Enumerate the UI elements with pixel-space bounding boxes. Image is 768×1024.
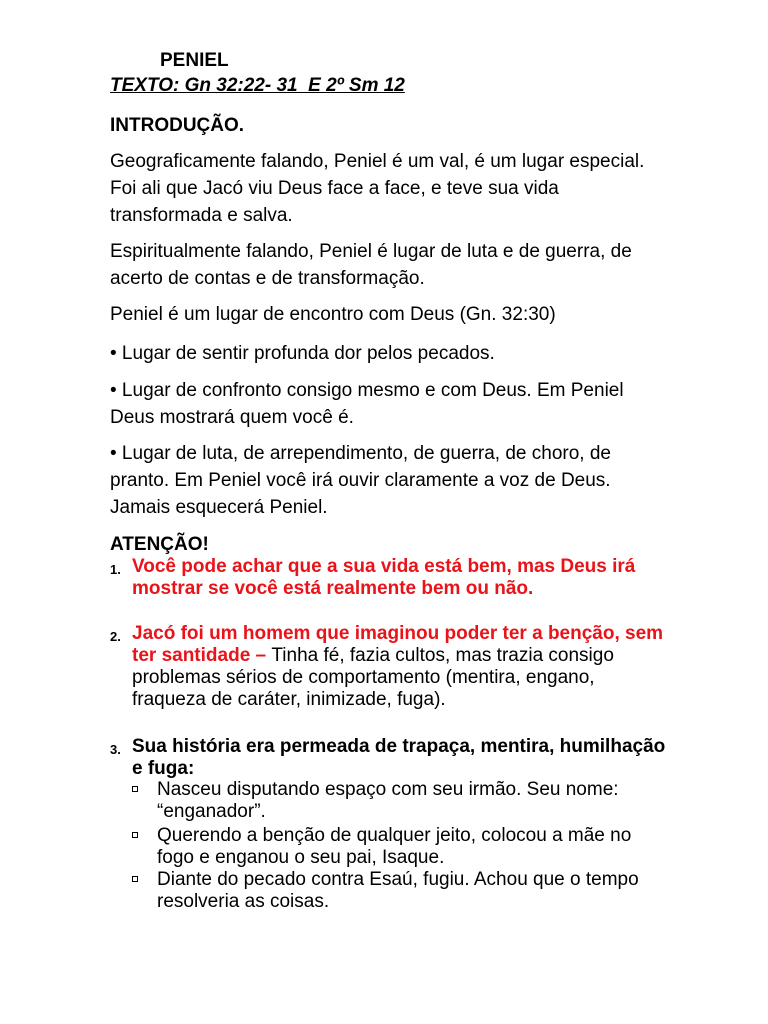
intro-heading: INTRODUÇÃO. [110, 115, 245, 136]
item-emphasis-text: Jacó foi um homem que imaginou poder ter a benção, sem ter santidade – [132, 623, 664, 666]
sub-item-text: Nasceu disputando espaço com seu irmão. Seu nome: “enganador”. [157, 779, 619, 822]
sub-item-blessing [132, 825, 672, 869]
paragraph-encounter: Peniel é um lugar de encontro com Deus (Gn. 32:30) [110, 304, 556, 325]
item-plain-text: Tinha fé, fazia cultos, mas trazia consigo problemas sérios de comportamento (mentira, engano, fraqueza de caráter, inimizade, fuga). [132, 645, 614, 710]
sub-item-text: Diante do pecado contra Esaú, fugiu. Achou que o tempo resolveria as coisas. [157, 869, 639, 912]
item-bold-text: Sua história era permeada de trapaça, mentira, humilhação e fuga: [132, 736, 666, 779]
numbered-item-2 [110, 623, 670, 711]
numbered-item-3 [110, 736, 670, 780]
paragraph-spiritual: Espiritualmente falando, Peniel é lugar de luta e de guerra, de acerto de contas e de transformação. [110, 241, 632, 289]
paragraph-geography: Geograficamente falando, Peniel é um val, é um lugar especial. Foi ali que Jacó viu Deus face a face, e teve sua vida transformada e salva. [110, 151, 645, 226]
item-number: 2. [110, 629, 121, 644]
bullet-paragraph-struggle: • Lugar de luta, de arrependimento, de guerra, de choro, de pranto. Em Peniel você irá ouvir claramente a voz de Deus. Jamais esquecerá Peniel. [110, 443, 611, 518]
item-number: 1. [110, 562, 121, 577]
document-title: PENIEL [160, 50, 229, 71]
square-bullet-icon [132, 786, 138, 792]
bullet-paragraph-pain: • Lugar de sentir profunda dor pelos pecados. [110, 343, 495, 364]
item-emphasis-text: Você pode achar que a sua vida está bem, mas Deus irá mostrar se você está realmente bem ou não. [132, 556, 636, 599]
bullet-paragraph-confrontation: • Lugar de confronto consigo mesmo e com Deus. Em Peniel Deus mostrará quem você é. [110, 380, 624, 428]
document-subtitle: TEXTO: Gn 32:22- 31 E 2º Sm 12 [110, 75, 405, 96]
square-bullet-icon [132, 876, 138, 882]
sub-item-text: Querendo a benção de qualquer jeito, colocou a mãe no fogo e enganou o seu pai, Isaque. [157, 825, 632, 868]
sub-item-escape [132, 869, 672, 913]
attention-heading: ATENÇÃO! [110, 534, 209, 555]
numbered-item-1 [110, 556, 670, 600]
item-number: 3. [110, 742, 121, 757]
square-bullet-icon [132, 832, 138, 838]
sub-item-birth [132, 779, 672, 823]
